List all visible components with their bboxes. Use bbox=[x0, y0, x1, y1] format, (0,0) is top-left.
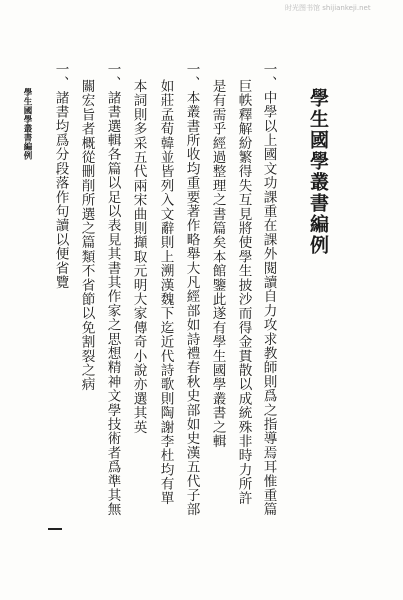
text-column-1: 一、中學以上國文功課重在課外閱讀自力攻求教師則爲之指導焉耳惟重篇 bbox=[260, 62, 277, 517]
page-number-label bbox=[48, 528, 49, 529]
page-number bbox=[48, 528, 62, 530]
text-column-6: 本詞則多采五代兩宋曲則擷取元明大家傳奇小說亦選其英 bbox=[130, 79, 147, 434]
text-column-2: 巨帙釋解紛繁得失互見將使學生披沙而得金貫散以成統殊非時力所許 bbox=[235, 79, 252, 505]
watermark: 时光图书馆 shijiankeji.net bbox=[285, 4, 371, 12]
page-title: 學生國學叢書編例 bbox=[307, 88, 329, 256]
text-column-3: 是有需乎經過整理之書篇矣本館鑒此遂有學生國學叢書之輯 bbox=[209, 79, 226, 449]
text-column-9: 一、諸書均爲分段落作句讀以便省覽 bbox=[52, 62, 69, 290]
text-column-5: 如莊孟荀韓並皆列入文辭則上溯漢魏下迄近代詩歌則陶謝李杜均有單 bbox=[157, 79, 174, 505]
side-running-title: 學生國學叢書編例 bbox=[22, 88, 32, 160]
text-column-7: 一、諸書選輯各篇以足以表見其書其作家之思想精神文學技術者爲準其無 bbox=[104, 62, 121, 517]
text-column-8: 關宏旨者概從刪削所選之篇類不省節以免割裂之病 bbox=[78, 79, 95, 392]
text-column-4: 一、本叢書所收均重要著作略舉大凡經部如詩禮春秋史部如史漢五代子部 bbox=[183, 62, 200, 517]
